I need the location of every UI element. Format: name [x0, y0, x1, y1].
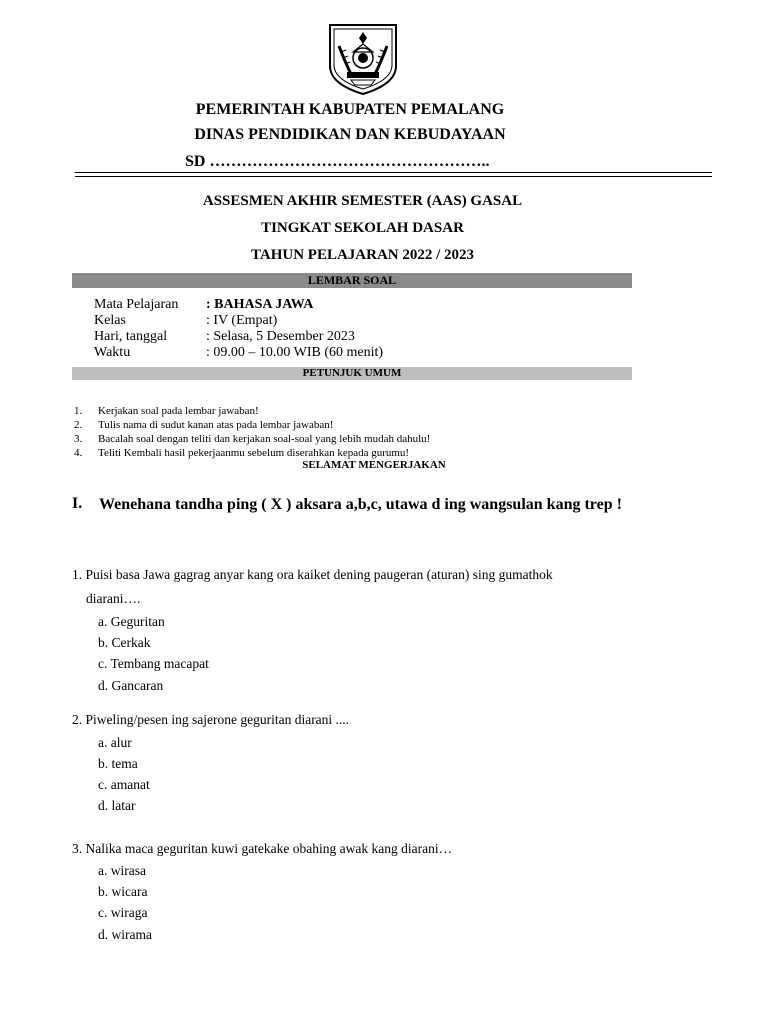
list-item-number: 2. — [74, 419, 83, 431]
question-1-option-d: d. Gancaran — [98, 678, 164, 693]
info-value-date: : Selasa, 5 Desember 2023 — [206, 329, 355, 344]
header-school-name: SD …………………………………………….. — [185, 153, 490, 170]
list-item-number: 3. — [74, 433, 83, 445]
header-department: DINAS PENDIDIKAN DAN KEBUDAYAAN — [194, 126, 506, 143]
question-3-option-a: a. wirasa — [98, 863, 146, 878]
exam-level: TINGKAT SEKOLAH DASAR — [261, 220, 464, 236]
header-divider-top — [75, 172, 712, 173]
list-item-text: Kerjakan soal pada lembar jawaban! — [98, 405, 259, 417]
question-3-option-b: b. wicara — [98, 884, 148, 899]
instructions-list — [74, 404, 430, 460]
header-government: PEMERINTAH KABUPATEN PEMALANG — [195, 101, 505, 118]
exam-info — [0, 297, 768, 365]
list-item — [74, 404, 430, 418]
question-1-text-cont: diarani…. — [86, 591, 141, 606]
list-item-number: 4. — [74, 447, 83, 459]
instructions-bar: PETUNJUK UMUM — [72, 367, 632, 380]
list-item — [74, 446, 430, 460]
question-2-option-c: c. amanat — [98, 777, 150, 792]
info-label-class: Kelas — [94, 313, 126, 328]
info-label-time: Waktu — [94, 345, 131, 360]
info-value-subject: : BAHASA JAWA — [206, 297, 314, 312]
list-item-text: Bacalah soal dengan teliti dan kerjakan soal-soal yang lebih mudah dahulu! — [98, 433, 431, 445]
exam-title: ASSESMEN AKHIR SEMESTER (AAS) GASAL — [202, 193, 523, 209]
exam-year: TAHUN PELAJARAN 2022 / 2023 — [250, 247, 475, 263]
closing-greeting: SELAMAT MENGERJAKAN — [302, 459, 446, 471]
pemalang-regency-emblem-icon — [327, 22, 399, 96]
section-instruction: Wenehana tandha ping ( X ) aksara a,b,c, utawa d ing wangsulan kang trep ! — [99, 496, 622, 513]
question-1-option-a: a. Geguritan — [98, 614, 165, 629]
answer-sheet-bar: LEMBAR SOAL — [72, 273, 632, 288]
list-item-text: Tulis nama di sudut kanan atas pada lembar jawaban! — [98, 419, 334, 431]
info-label-subject: Mata Pelajaran — [94, 297, 179, 312]
list-item — [74, 432, 430, 446]
question-2-text: 2. Piweling/pesen ing sajerone geguritan diarani .... — [72, 712, 350, 727]
info-label-date: Hari, tanggal — [94, 329, 168, 344]
list-item-text: Teliti Kembali hasil pekerjaanmu sebelum diserahkan kepada gurumu! — [98, 447, 410, 459]
info-value-time: : 09.00 – 10.00 WIB (60 menit) — [206, 345, 384, 360]
question-3-option-d: d. wirama — [98, 927, 152, 942]
info-value-class: : IV (Empat) — [206, 313, 278, 328]
question-2-option-a: a. alur — [98, 735, 132, 750]
header-divider-bottom — [75, 176, 712, 177]
question-1-option-b: b. Cerkak — [98, 635, 151, 650]
list-item — [74, 418, 430, 432]
list-item-number: 1. — [74, 405, 83, 417]
question-3-text: 3. Nalika maca geguritan kuwi gatekake obahing awak kang diarani… — [72, 841, 453, 856]
question-1-option-c: c. Tembang macapat — [98, 656, 209, 671]
question-1-text: 1. Puisi basa Jawa gagrag anyar kang ora kaiket dening paugeran (aturan) sing gumathok — [72, 567, 553, 582]
question-3-option-c: c. wiraga — [98, 905, 148, 920]
question-2-option-b: b. tema — [98, 756, 138, 771]
question-2-option-d: d. latar — [98, 798, 136, 813]
section-number: I. — [72, 495, 83, 512]
